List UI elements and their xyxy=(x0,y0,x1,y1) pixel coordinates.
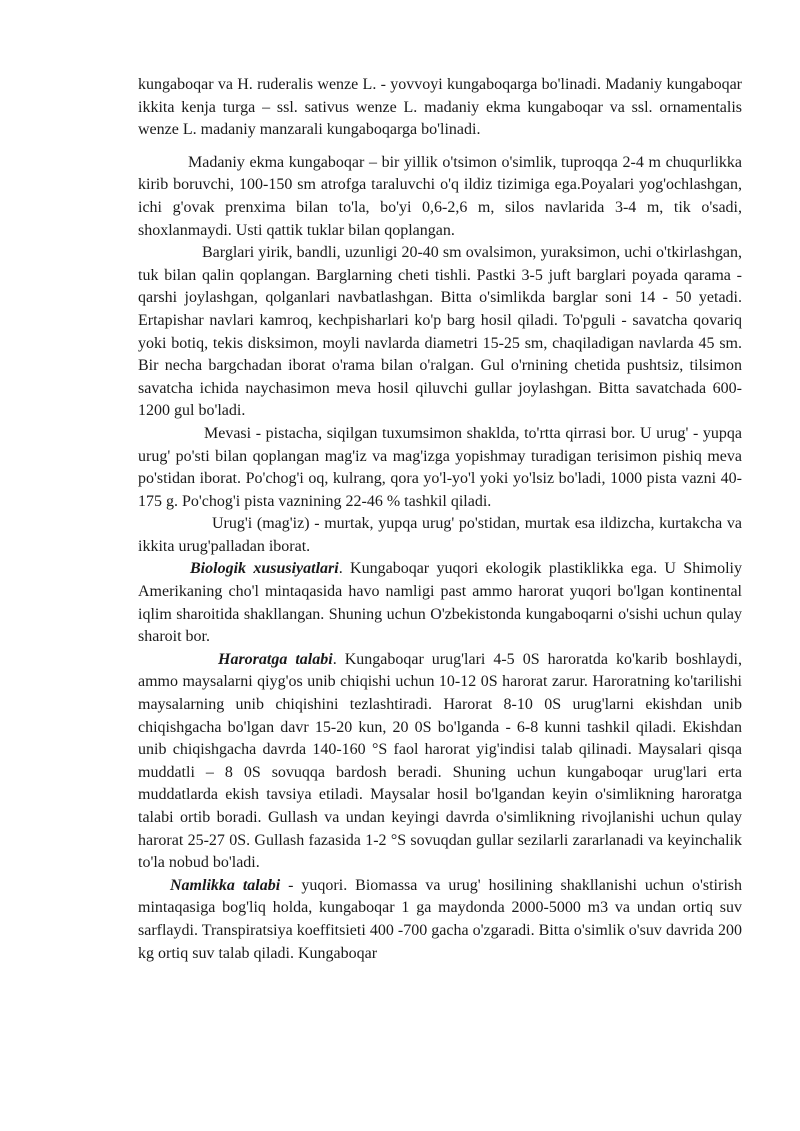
paragraph-temperature xyxy=(138,649,742,875)
text-temperature: . Kungaboqar urug'lari 4-5 0S haroratda ko'karib boshlaydi, ammo maysalarni qiyg'os unib chiqishi uchun 10-12 0S harorat zarur. Haroratning ko'tarilishi maysalarning unib chiqishini tezlashtiradi. Harorat 8-10 0S urug'larni ekishdan unib chiqishgacha bo'lgan davr 15-20 kun, 20 0S bo'lganda - 6-8 kunni tashkil qiladi. Ekishdan unib chiqishgacha davrda 140-160 °S faol harorat yig'indisi talab qilinadi. Maysalari qisqa muddatli – 8 0S sovuqqa bardosh beradi. Shuning uchun kungaboqar urug'lari erta muddatlarda ekish tavsiya etiladi. Maysalar hosil bo'lgandan keyin o'simlikning haroratga talabi ortib boradi. Gullash va undan keyingi davrda o'simlikning rivojlanishi uchun qulay harorat 25-27 0S. Gullash fazasida 1-2 °S sovuqdan gullar sezilarli zararlanadi va keyinchalik to'la nobud bo'ladi. xyxy=(138,650,742,872)
text-biological-features: . Kungaboqar yuqori ekologik plastiklikka ega. U Shimoliy Amerikaning cho'l mintaqasida havo namligi past ammo harorat yuqori bo'lgan kontinental iqlim sharoitida shakllangan. Shuning uchun O'zbekistonda kungaboqarni o'sishi uchun qulay sharoit bor. xyxy=(138,560,742,646)
document-page xyxy=(138,74,742,965)
paragraph-biological-features xyxy=(138,558,742,648)
heading-temperature: Haroratga talabi xyxy=(218,650,333,668)
paragraph-leaves: Barglari yirik, bandli, uzunligi 20-40 sm ovalsimon, yuraksimon, uchi o'tkirlashgan, tuk bilan qalin qoplangan. Barglarning cheti tishli. Pastki 3-5 juft barglari poyada qarama - qarshi joylashgan, qolganlari navbatlashgan. Bitta o'simlikda barglar soni 14 - 50 yetadi. Ertapishar navlari kamroq, kechpisharlari ko'p barg hosil qiladi. To'pguli - savatcha qovariq yoki botiq, tekis disksimon, moyli navlarda diametri 15-25 sm, chaqiladigan navlarda 45 sm. Bir necha bargchadan iborat o'rama bilan o'ralgan. Gul o'rnining chetida pushtsiz, tilsimon savatcha ichida naychasimon meva hosil qiluvchi gullar joylashgan. Bitta savatchada 600-1200 gul bo'ladi. xyxy=(138,244,742,420)
paragraph-seed: Urug'i (mag'iz) - murtak, yupqa urug' po'stidan, murtak esa ildizcha, kurtakcha va ikkita urug'palladan iborat. xyxy=(138,515,742,555)
paragraph-species-split: kungaboqar va H. ruderalis wenze L. - yovvoyi kungaboqarga bo'linadi. Madaniy kungaboqar ikkita kenja turga – ssl. sativus wenze L. madaniy ekma kungaboqar va ssl. ornamentalis wenze L. madaniy manzarali kungaboqarga bo'linadi. xyxy=(138,76,742,139)
text-moisture: - yuqori. Biomassa va urug' hosilining shakllanishi uchun o'stirish mintaqasiga bog'liq holda, kungaboqar 1 ga maydonda 2000-5000 m3 va undan ortiq suv sarflaydi. Transpiratsiya koeffitsieti 400 -700 gacha o'zgaradi. Bitta o'simlik o'suv davrida 200 kg ortiq suv talab qiladi. Kungaboqar xyxy=(138,876,742,962)
paragraph-fruit: Mevasi - pistacha, siqilgan tuxumsimon shaklda, to'rtta qirrasi bor. U urug' - yupqa urug' po'sti bilan qoplangan mag'iz va mag'izga yopishmay turadigan terisimon pishiq meva po'stidan iborat. Po'chog'i oq, kulrang, qora yo'l-yo'l yoki yo'lsiz bo'ladi, 1000 pista vazni 40-175 g. Po'chog'i pista vaznining 22-46 % tashkil qiladi. xyxy=(138,424,742,510)
paragraph-cultivated-description: Madaniy ekma kungaboqar – bir yillik o'tsimon o'simlik, tuproqqa 2-4 m chuqurlikka kirib boruvchi, 100-150 sm atrofga taraluvchi o'q ildiz tizimiga ega.Poyalari yog'ochlashgan, ichi g'ovak prenxima bilan to'la, bo'yi 0,6-2,6 m, silos navlarida 3-4 m, tik o'sadi, shoxlanmaydi. Usti qattik tuklar bilan qoplangan. xyxy=(138,153,742,239)
heading-biological-features: Biologik xususiyatlari xyxy=(190,560,339,578)
heading-moisture: Namlikka talabi xyxy=(170,876,281,894)
paragraph-moisture xyxy=(138,875,742,965)
